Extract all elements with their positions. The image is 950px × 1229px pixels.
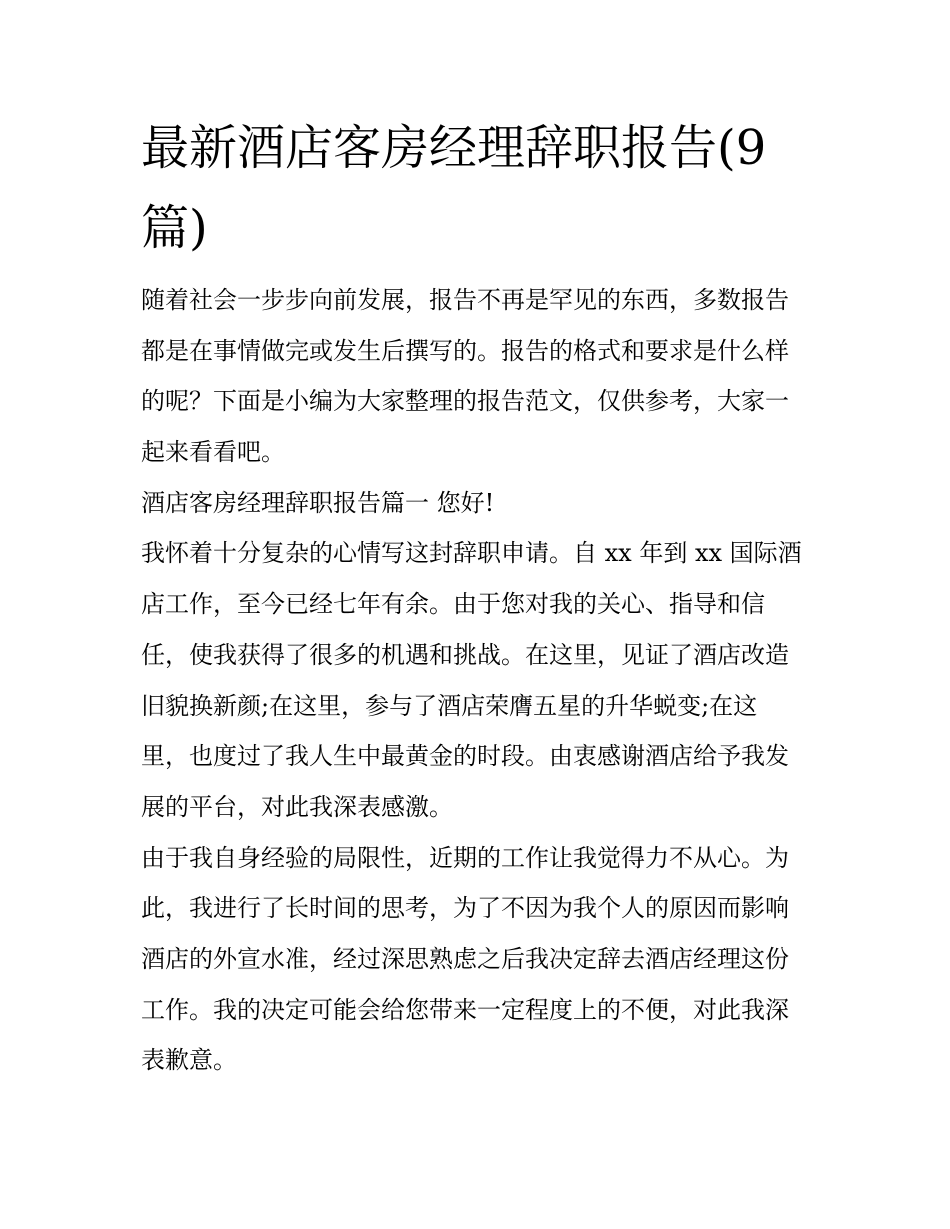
text-line: 里，也度过了我人生中最黄金的时段。由衷感谢酒店给予我发 [141,742,789,771]
text-line: 我怀着十分复杂的心情写这封辞职申请。自 xx 年到 xx 国际酒 [141,539,802,568]
text-line: 由于我自身经验的局限性，近期的工作让我觉得力不从心。为 [141,843,789,872]
paragraph-intro [141,275,816,478]
paragraph-body-2 [141,833,816,1086]
text-line: 展的平台，对此我深表感激。 [141,792,453,821]
text-line: 表歉意。 [141,1046,237,1075]
text-line: 店工作，至今已经七年有余。由于您对我的关心、指导和信 [141,590,765,619]
document-body [141,275,816,1086]
title-line: 篇) [141,200,208,256]
text-line: 任，使我获得了很多的机遇和挑战。在这里，见证了酒店改造 [141,640,789,669]
title-line: 最新酒店客房经理辞职报告(9 [141,120,767,176]
section-heading-line: 酒店客房经理辞职报告篇一 您好! [141,488,495,517]
text-line: 都是在事情做完或发生后撰写的。报告的格式和要求是什么样 [141,336,789,365]
paragraph-section-heading [141,478,816,529]
text-line: 酒店的外宣水准，经过深思熟虑之后我决定辞去酒店经理这份 [141,944,789,973]
paragraph-body-1 [141,528,816,832]
text-line: 随着社会一步步向前发展，报告不再是罕见的东西，多数报告 [141,286,789,314]
text-line: 此，我进行了长时间的思考，为了不因为我个人的原因而影响 [141,894,789,923]
text-line: 起来看看吧。 [141,438,285,467]
document-title [141,108,821,268]
text-line: 的呢？下面是小编为大家整理的报告范文，仅供参考，大家一 [141,387,789,416]
text-line: 旧貌换新颜;在这里，参与了酒店荣膺五星的升华蜕变;在这 [141,691,758,720]
text-line: 工作。我的决定可能会给您带来一定程度上的不便，对此我深 [141,995,789,1024]
